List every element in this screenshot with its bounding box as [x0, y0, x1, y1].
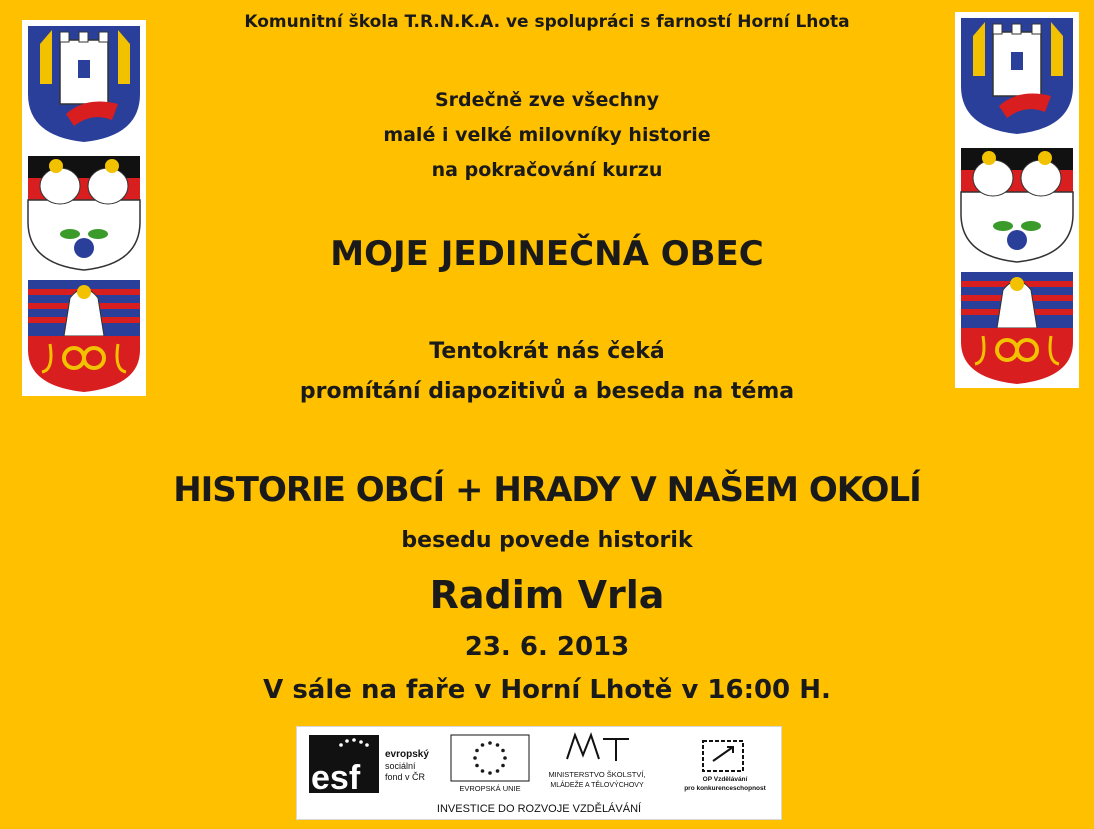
- esf-mark: esf: [311, 759, 361, 797]
- eu-star-icon: [481, 769, 485, 773]
- event-date: 23. 6. 2013: [464, 632, 630, 662]
- esf-logo: [309, 735, 429, 797]
- invitation-line-2: malé i velké milovníky historie: [383, 124, 711, 146]
- eu-star-icon: [503, 756, 507, 760]
- crest-column-left: [22, 20, 146, 396]
- op-vzdelavani-logo: [684, 741, 766, 792]
- woman-pretzel-crest-icon: [28, 280, 140, 392]
- event-place-time: V sále na faře v Horní Lhotě v 16:00 H.: [263, 675, 831, 705]
- program-line-1: Tentokrát nás čeká: [429, 339, 665, 364]
- goats-plum-crest-icon: [961, 148, 1073, 262]
- sponsor-footer: INVESTICE DO ROZVOJE VZDĚLÁVÁNÍ: [436, 803, 642, 815]
- goats-plum-crest-icon: [28, 156, 140, 270]
- organizer-line: Komunitní škola T.R.N.K.A. ve spolupráci s farností Horní Lhota: [244, 12, 850, 32]
- esf-text-1: evropský: [385, 749, 429, 760]
- crest-column-right: [955, 12, 1079, 388]
- invitation-line-1: Srdečně zve všechny: [434, 89, 660, 111]
- speaker-intro: besedu povede historik: [401, 528, 693, 553]
- eu-label: EVROPSKÁ UNIE: [459, 784, 521, 793]
- eu-star-icon: [473, 756, 477, 760]
- esf-text-3: fond v ČR: [385, 772, 426, 782]
- msmt-logo: [548, 735, 645, 789]
- msmt-text-1: MINISTERSTVO ŠKOLSTVÍ,: [548, 770, 646, 779]
- eu-star-icon: [488, 741, 492, 745]
- op-text-2: pro konkurenceschopnost: [684, 785, 766, 792]
- speaker-name: Radim Vrla: [429, 573, 665, 617]
- sponsor-logo-strip: [296, 726, 782, 820]
- esf-text-2: sociální: [385, 761, 416, 771]
- course-title: MOJE JEDINEČNÁ OBEC: [330, 234, 764, 274]
- woman-pretzel-crest-icon: [961, 272, 1073, 384]
- eu-star-icon: [496, 743, 500, 747]
- eu-star-icon: [488, 771, 492, 775]
- eu-star-icon: [501, 749, 505, 753]
- eu-star-icon: [481, 743, 485, 747]
- topic-title: HISTORIE OBCÍ + HRADY V NAŠEM OKOLÍ: [173, 470, 921, 510]
- eu-star-icon: [475, 749, 479, 753]
- program-line-2: promítání diapozitivů a beseda na téma: [299, 379, 795, 404]
- castle-crest-icon: [28, 26, 140, 142]
- op-text-1: OP Vzdělávání: [702, 776, 748, 783]
- eu-logo: [451, 735, 529, 793]
- castle-crest-icon: [961, 18, 1073, 134]
- msmt-text-2: MLÁDEŽE A TĚLOVÝCHOVY: [550, 782, 644, 789]
- invitation-line-3: na pokračování kurzu: [431, 159, 663, 181]
- eu-star-icon: [501, 764, 505, 768]
- eu-star-icon: [496, 769, 500, 773]
- eu-star-icon: [475, 764, 479, 768]
